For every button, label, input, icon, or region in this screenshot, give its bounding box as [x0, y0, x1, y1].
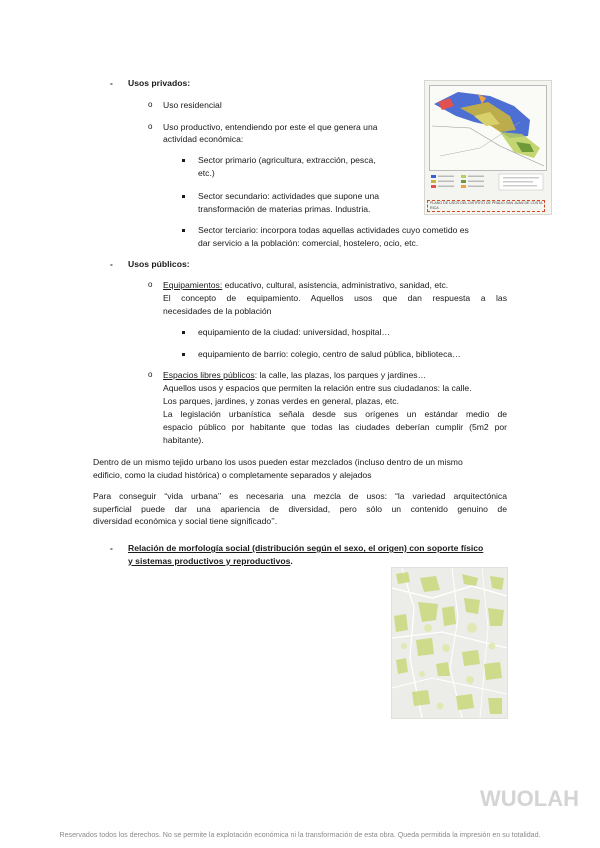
relacion-end: . — [290, 555, 293, 566]
land-use-map-image — [424, 80, 552, 215]
square-bullet — [182, 229, 185, 232]
relacion-line-2: y sistemas productivos y reproductivos — [128, 555, 291, 566]
espacios-label: Espacios libres públicos — [163, 370, 255, 380]
circle-bullet: o — [148, 370, 153, 379]
relacion-line-1: Relación de morfología social (distribución según el sexo, el origen) con soporte físico — [128, 543, 484, 553]
espacios-line-2: Los parques, jardines, y zonas verdes en general, plazas, etc. — [163, 396, 399, 406]
social-morphology-map-image — [391, 567, 508, 719]
sector-primario-cont: etc.) — [198, 168, 215, 178]
equipamiento-barrio: equipamiento de barrio: colegio, centro de salud pública, biblioteca… — [198, 349, 461, 359]
wuolah-watermark-logo: WUOLAH — [480, 786, 579, 811]
espacios-line-3: La legislación urbanística señala desde sus orígenes un estándar medio de — [163, 409, 507, 419]
paragraph-vida-urbana — [93, 490, 507, 528]
equipamientos-text: educativo, cultural, asistencia, administrativo, sanidad, etc. — [222, 280, 449, 290]
espacios-line-1: Aquellos usos y espacios que permiten la relación entre sus ciudadanos: la calle. — [163, 383, 472, 393]
district-map-svg — [430, 86, 546, 170]
heading-relacion — [128, 542, 483, 567]
paragraph-line: edificio, como la ciudad histórica) o completamente separados y alejados — [93, 469, 372, 480]
sector-terciario: Sector terciario: incorpora todas aquellas actividades cuyo cometido es — [198, 225, 469, 235]
circle-bullet: o — [148, 280, 153, 289]
paragraph-line: diversidad económica y social tiene significado’’. — [93, 516, 278, 527]
square-bullet — [182, 195, 185, 198]
sector-primario: Sector primario (agricultura, extracción, pesca, — [198, 155, 376, 165]
square-bullet — [182, 353, 185, 356]
map-legend — [429, 173, 545, 193]
paragraph-line: superficial puede dar una apariencia de diversidad, pero sólo un contenido genuino de — [93, 503, 507, 514]
equipamiento-ciudad: equipamiento de la ciudad: universidad, hospital… — [198, 327, 391, 337]
espacios-line-5: habitante). — [163, 435, 204, 445]
espacios-text: : la calle, las plazas, los parques y jardines… — [254, 370, 427, 380]
equipamientos-concept: El concepto de equipamiento. Aquellos usos que dan respuesta a las — [163, 293, 507, 303]
espacios-line-4: espacio público por habitante que todas las ciudades deberían cumplir (5m2 por — [163, 422, 507, 432]
circle-bullet: o — [148, 100, 153, 109]
item-uso-productivo: Uso productivo, entendiendo por este el que genera una — [163, 122, 378, 132]
paragraph-line: Para conseguir “vida urbana’’ es necesaria una mezcla de usos: “la variedad arquitectónica — [93, 491, 507, 501]
map-caption: PLANO DE USOS DEL DISTRITO DE PRADO SAN JUAN DE COSTA RICA — [427, 200, 545, 212]
paragraph-line: Dentro de un mismo tejido urbano los usos pueden estar mezclados (incluso dentro de un mismo — [93, 457, 463, 467]
item-uso-residencial: Uso residencial — [163, 100, 222, 110]
sector-secundario-cont: transformación de materias primas. Industria. — [198, 204, 371, 214]
circle-bullet: o — [148, 122, 153, 131]
sector-secundario: Sector secundario: actividades que supone una — [198, 191, 380, 201]
equipamientos-line — [163, 279, 448, 292]
heading-usos-privados: Usos privados: — [128, 78, 191, 88]
square-bullet — [182, 159, 185, 162]
dash-bullet: - — [110, 543, 113, 553]
sector-terciario-cont: dar servicio a la población: comercial, hostelero, ocio, etc. — [198, 238, 419, 248]
equipamientos-label: Equipamientos: — [163, 280, 223, 290]
map-frame — [429, 85, 547, 171]
dash-bullet: - — [110, 259, 113, 269]
copyright-footer: Reservados todos los derechos. No se permite la explotación económica ni la transformación de esta obra. Queda permitida la impresión en su totalidad. — [59, 831, 541, 839]
espacios-line — [163, 369, 426, 382]
square-bullet — [182, 331, 185, 334]
heading-usos-publicos: Usos públicos: — [128, 259, 190, 269]
aerial-map-svg — [392, 568, 507, 718]
paragraph-mixed-uses — [93, 456, 507, 481]
item-uso-productivo-cont: actividad económica: — [163, 134, 244, 144]
equipamientos-concept-cont: necesidades de la población — [163, 306, 272, 316]
dash-bullet: - — [110, 78, 113, 88]
